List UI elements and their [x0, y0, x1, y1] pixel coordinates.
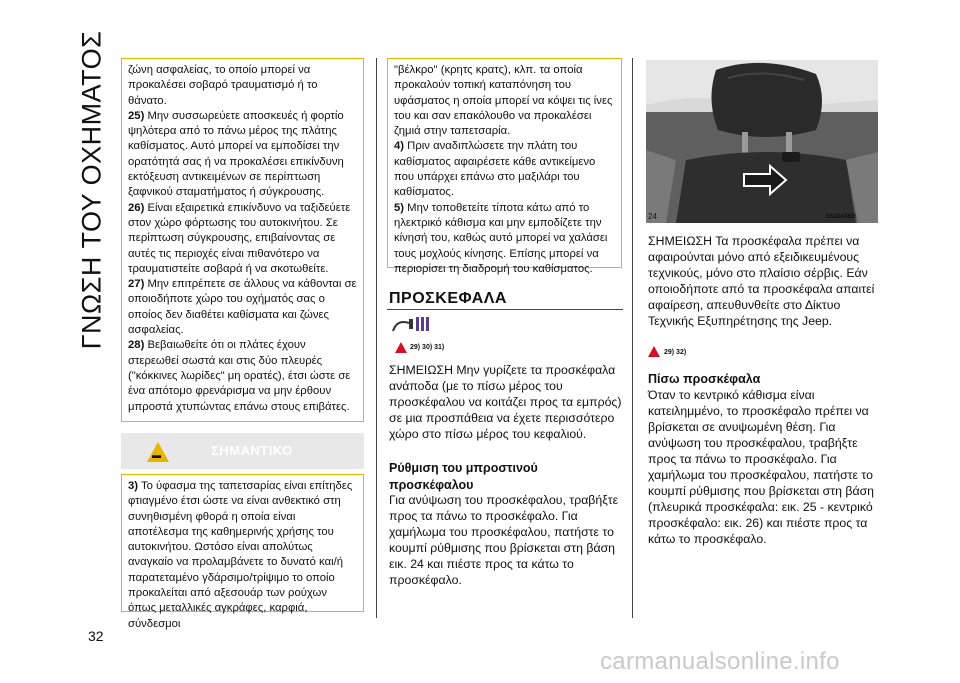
- warning-references: 29) 32): [664, 349, 687, 356]
- subsection-heading: Ρύθμιση του μπροστινού προσκέφαλου: [389, 461, 538, 492]
- watermark: carmanualsonline.info: [600, 648, 840, 675]
- important-paragraph: 5) Μην τοποθετείτε τίποτα κάτω από το ηλεκτρικό κάθισμα και μην εμποδίζετε την κίνησή του, καθώς αυτό μπορεί να χαλάσει τους μοχλούς κίνησης. Επίσης μπορεί να περιορίσει τη διαδρομή του καθίσματος.: [394, 201, 608, 275]
- headrest-photo: [646, 60, 878, 223]
- note-paragraph: ΣΗΜΕΙΩΣΗ Τα προσκέφαλα πρέπει να αφαιρούνται μόνο από εξειδικευμένους τεχνικούς, μόνο στο πλαίσιο σέρβις. Εάν οποιοδήποτε από τα προσκέφαλα απαιτεί αφαίρεση, απευθυνθείτε στο Δίκτυο Τεχνικής Εξυπηρέτησης της Jeep.: [648, 234, 875, 328]
- warning-references: 29) 30) 31): [410, 344, 445, 351]
- note-paragraph: ΣΗΜΕΙΩΣΗ Μην γυρίζετε τα προσκέφαλα ανάποδα (με το πίσω μέρος του προσκέφαλου να κοιτάζει προς τα εμπρός) σε μια προσπάθεια να έχετε περισσότερο χώρο στο πίσω μέρος του κεφαλιού.: [389, 363, 622, 441]
- important-label: ΣΗΜΑΝΤΙΚΟ: [211, 443, 293, 458]
- important-paragraph: 3) Το ύφασμα της ταπετσαρίας είναι επίτηδες φτιαγμένο έτσι ώστε να είναι ανθεκτικό στη συνηθισμένη φθορά η οποία είναι αποτέλεσμα της καθημερινής χρήσης του αυτοκινήτου. Ωστόσο είναι απολύτως αναγκαίο να προλαμβάνετε το δυνατό και/ή παρατεταμένο γδάρσιμο/τρίψιμο το οποίο προκαλείται από αξεσουάρ των ρούχων όπως μεταλλικές αγκράφες, καρφιά, σύνδεσμοι: [128, 480, 353, 630]
- important-box: [121, 474, 364, 630]
- warning-triangle-icon: [395, 342, 407, 353]
- warning-paragraph: 26) Είναι εξαιρετικά επικίνδυνο να ταξιδεύετε στον χώρο φόρτωσης του αυτοκινήτου. Σε περίπτωση σύγκρουσης, επιβαίνοντας σε αυτές τις περιοχές είναι πιθανότερο να τραυματιστείτε σοβαρά ή να σκοτωθείτε.: [128, 201, 351, 275]
- body-paragraph: Όταν το κεντρικό κάθισμα είναι κατειλημμένο, το προσκέφαλο πρέπει να βρίσκεται σε ανυψωμένη θέση. Για ανύψωση του προσκέφαλου, τραβήξτε προς τα πάνω το προσκέφαλο. Για χαμήλωμα του προσκέφαλου, πατήστε το κουμπί ρύθμισης που βρίσκεται στη βάση (πλευρικά προσκέφαλα: εικ. 25 - κεντρικό προσκέφαλο: εικ. 26) και πιέστε προς τα κάτω το προσκέφαλο.: [648, 388, 874, 546]
- warning-box-1: [121, 58, 364, 422]
- page-number: 32: [88, 628, 104, 644]
- warning-paragraph: 27) Μην επιτρέπετε σε άλλους να κάθονται σε οποιοδήποτε χώρο του οχήματός σας ο οποίος δεν διαθέτει καθίσματα και ζώνες ασφαλείας.: [128, 278, 357, 337]
- important-paragraph: "βέλκρο" (κρητς κρατς), κλπ. τα οποία προκαλούν τοπική καταπόνηση του υφάσματος η οποία μπορεί να κόψει τις ίνες του και σαν επακόλουθο να προκαλέσει ζημιά στην ταπετσαρία.: [394, 64, 613, 138]
- column-divider-2: [632, 58, 633, 618]
- heading-underline: [387, 309, 623, 310]
- column-divider-1: [376, 58, 377, 618]
- section-heading: ΠΡΟΣΚΕΦΑΛΑ: [389, 290, 507, 307]
- chapter-title: [62, 30, 122, 350]
- important-banner: [121, 433, 364, 469]
- warning-paragraph: 28) Βεβαιωθείτε ότι οι πλάτες έχουν στερεωθεί σωστά και στις δύο πλευρές ("κόκκινες λωρίδες" μη ορατές), έτσι ώστε σε ένα απότομο φρενάρισμα να μην έρθουν μπροστά χτυπώντας επάνω στους επιβάτες.: [128, 339, 351, 413]
- figure-code: 5520436D: [826, 213, 856, 220]
- car-icon: ▬: [152, 450, 161, 460]
- body-paragraph: Για ανύψωση του προσκέφαλου, τραβήξτε προς τα πάνω το προσκέφαλο. Για χαμήλωμα του προσκέφαλου, πατήστε το κουμπί ρύθμισης που βρίσκεται στη βάση εικ. 24 και πιέστε προς τα κάτω το προσκέφαλο.: [389, 493, 619, 587]
- subsection-heading: Πίσω προσκέφαλα: [648, 372, 761, 386]
- headrest-adjust-icon: [389, 313, 431, 335]
- important-box-continued: [387, 58, 622, 275]
- warning-triangle-icon: [648, 346, 660, 357]
- warning-paragraph: ζώνη ασφαλείας, το οποίο μπορεί να προκαλέσει σοβαρό τραυματισμό ή το θάνατο.: [128, 64, 318, 107]
- chapter-title-text: ΓΝΩΣΗ ΤΟΥ ΟΧΗΜΑΤΟΣ: [76, 30, 107, 350]
- warning-paragraph: 25) Μην συσσωρεύετε αποσκευές ή φορτίο ψηλότερα από το πάνω μέρος της πλάτης καθίσματος. Αυτό μπορεί να εμποδίσει την ορατότητά σας ή να προκαλέσει επικίνδυνη εκτόξευση αντικειμένων σε περίπτωση ξαφνικού σταματήματος ή σύγκρουσης.: [128, 109, 344, 199]
- important-paragraph: 4) Πριν αναδιπλώσετε την πλάτη του καθίσματος αφαιρέσετε κάθε αντικείμενο που υπάρχει επάνω στο μαξιλάρι του καθίσματος.: [394, 140, 596, 199]
- figure-number: 24: [648, 212, 657, 221]
